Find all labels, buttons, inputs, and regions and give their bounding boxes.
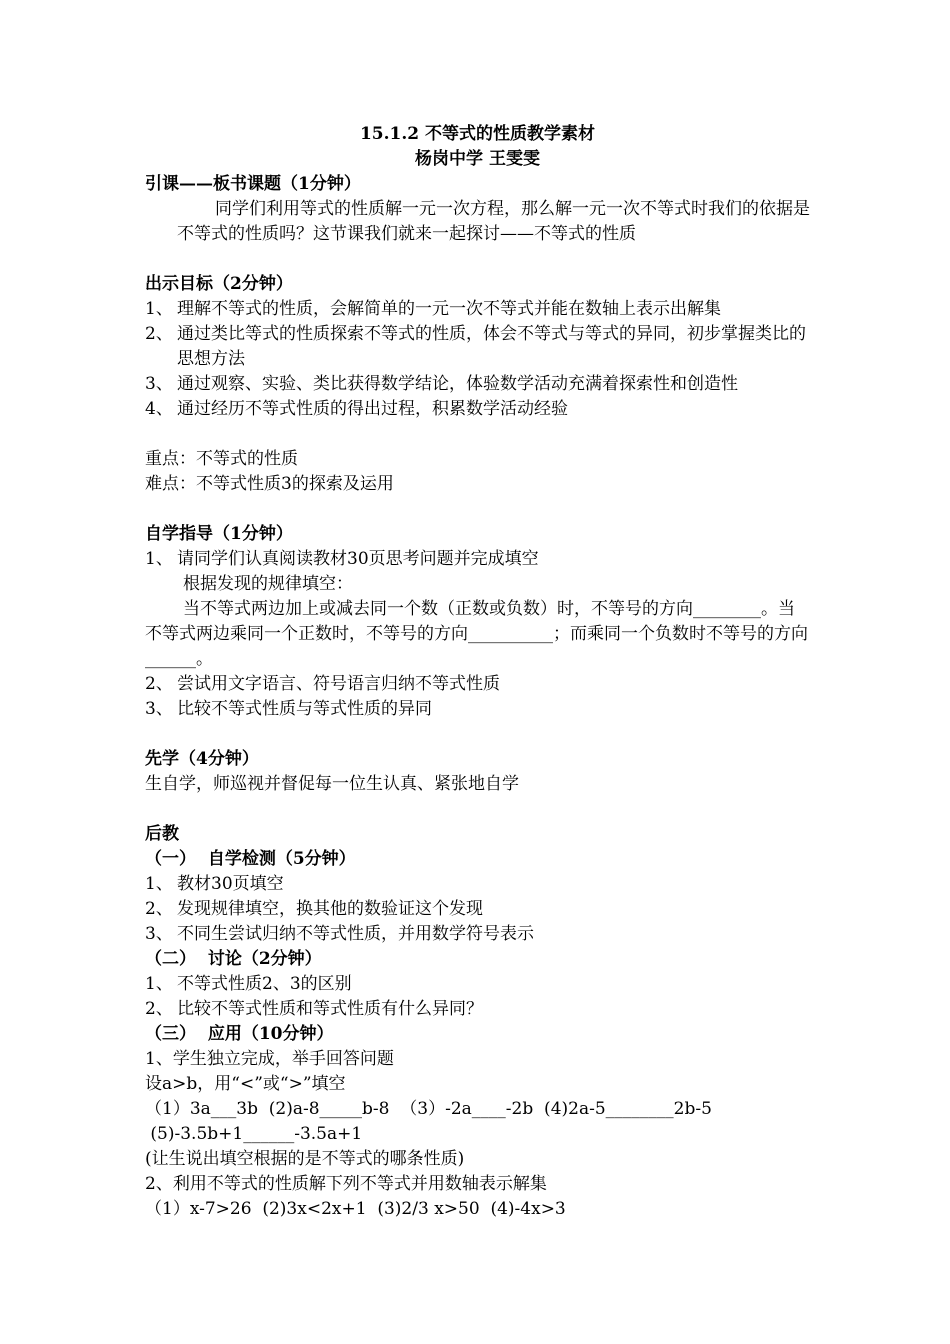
guide-number: 1、 (145, 549, 173, 569)
goal-number: 2、 (145, 324, 173, 344)
goal-text: 通过观察、实验、类比获得数学结论，体验数学活动充满着探索性和创造性 (177, 374, 738, 394)
intro-heading: 引课——板书课题（1分钟） (145, 174, 361, 194)
goal-text: 理解不等式的性质，会解简单的一元一次不等式并能在数轴上表示出解集 (177, 299, 721, 319)
part1-heading: （一） 自学检测（5分钟） (145, 849, 356, 869)
part1-item (145, 922, 810, 947)
guide-text: 请同学们认真阅读教材30页思考问题并完成填空 (177, 549, 539, 569)
part2-item (145, 972, 810, 997)
key-point: 重点：不等式的性质 (145, 449, 298, 469)
guide-number: 2、 (145, 674, 173, 694)
part1-item (145, 872, 810, 897)
spacer (145, 422, 810, 447)
goal-item (145, 372, 810, 397)
goal-number: 4、 (145, 399, 173, 419)
guide-text: 尝试用文字语言、符号语言归纳不等式性质 (177, 674, 500, 694)
goal-text: 通过经历不等式性质的得出过程，积累数学活动经验 (177, 399, 568, 419)
part3-line: 设a>b，用“<”或“>”填空 (145, 1074, 346, 1094)
difficulty-point: 难点：不等式性质3的探索及运用 (145, 474, 394, 494)
part2-number: 2、 (145, 999, 173, 1019)
part2-item (145, 997, 810, 1022)
guide-number: 3、 (145, 699, 173, 719)
part1-text: 发现规律填空，换其他的数验证这个发现 (177, 899, 483, 919)
after-heading: 后教 (145, 824, 179, 844)
part1-text: 不同生尝试归纳不等式性质，并用数学符号表示 (177, 924, 534, 944)
goal-number: 3、 (145, 374, 173, 394)
part3-line: 1、学生独立完成，举手回答问题 (145, 1049, 394, 1069)
part3-heading: （三） 应用（10分钟） (145, 1024, 334, 1044)
guide-text: 比较不等式性质与等式性质的异同 (177, 699, 432, 719)
part2-text: 比较不等式性质和等式性质有什么异同？ (177, 999, 483, 1019)
document-author: 杨岗中学 王雯雯 (415, 149, 540, 169)
part1-number: 1、 (145, 874, 173, 894)
part2-text: 不等式性质2、3的区别 (177, 974, 352, 994)
goal-text: 通过类比等式的性质探索不等式的性质，体会不等式与等式的异同，初步掌握类比的思想方法 (177, 324, 806, 369)
goal-item (145, 297, 810, 322)
fill-text: 当不等式两边加上或减去同一个数（正数或负数）时，不等号的方向________。当不等式两边乘同一个正数时，不等号的方向__________；而乘同一个负数时不等号的方向______。 (145, 599, 808, 669)
part1-item (145, 897, 810, 922)
document-page (145, 122, 810, 1222)
spacer (145, 497, 810, 522)
spacer (145, 247, 810, 272)
guide-heading: 自学指导（1分钟） (145, 524, 293, 544)
part1-number: 3、 (145, 924, 173, 944)
part1-text: 教材30页填空 (177, 874, 284, 894)
part3-note: (让生说出填空根据的是不等式的哪条性质) (145, 1149, 465, 1169)
goals-heading: 出示目标（2分钟） (145, 274, 293, 294)
part3-line: 2、利用不等式的性质解下列不等式并用数轴表示解集 (145, 1174, 547, 1194)
part1-number: 2、 (145, 899, 173, 919)
part2-heading: （二） 讨论（2分钟） (145, 949, 322, 969)
goal-number: 1、 (145, 299, 173, 319)
fill-intro: 根据发现的规律填空： (183, 574, 353, 594)
goal-item (145, 322, 810, 372)
part2-number: 1、 (145, 974, 173, 994)
prestudy-text: 生自学，师巡视并督促每一位生认真、紧张地自学 (145, 774, 519, 794)
part3-exercise: (5)-3.5b+1______-3.5a+1 (145, 1124, 363, 1144)
guide-item (145, 547, 810, 572)
part3-exercise: （1）x-7>26 (2)3x<2x+1 (3)2/3 x>50 (4)-4x>3 (145, 1199, 566, 1219)
guide-item (145, 672, 810, 697)
goal-item (145, 397, 810, 422)
guide-item (145, 697, 810, 722)
spacer (145, 797, 810, 822)
spacer (145, 722, 810, 747)
document-title: 15.1.2 不等式的性质教学素材 (359, 124, 596, 144)
prestudy-heading: 先学（4分钟） (145, 749, 259, 769)
part3-exercise: （1）3a___3b (2)a-8_____b-8 （3）-2a____-2b (4)2a-5________2b-5 (145, 1099, 712, 1119)
intro-text: 同学们利用等式的性质解一元一次方程，那么解一元一次不等式时我们的依据是不等式的性质吗？这节课我们就来一起探讨——不等式的性质 (177, 199, 810, 244)
